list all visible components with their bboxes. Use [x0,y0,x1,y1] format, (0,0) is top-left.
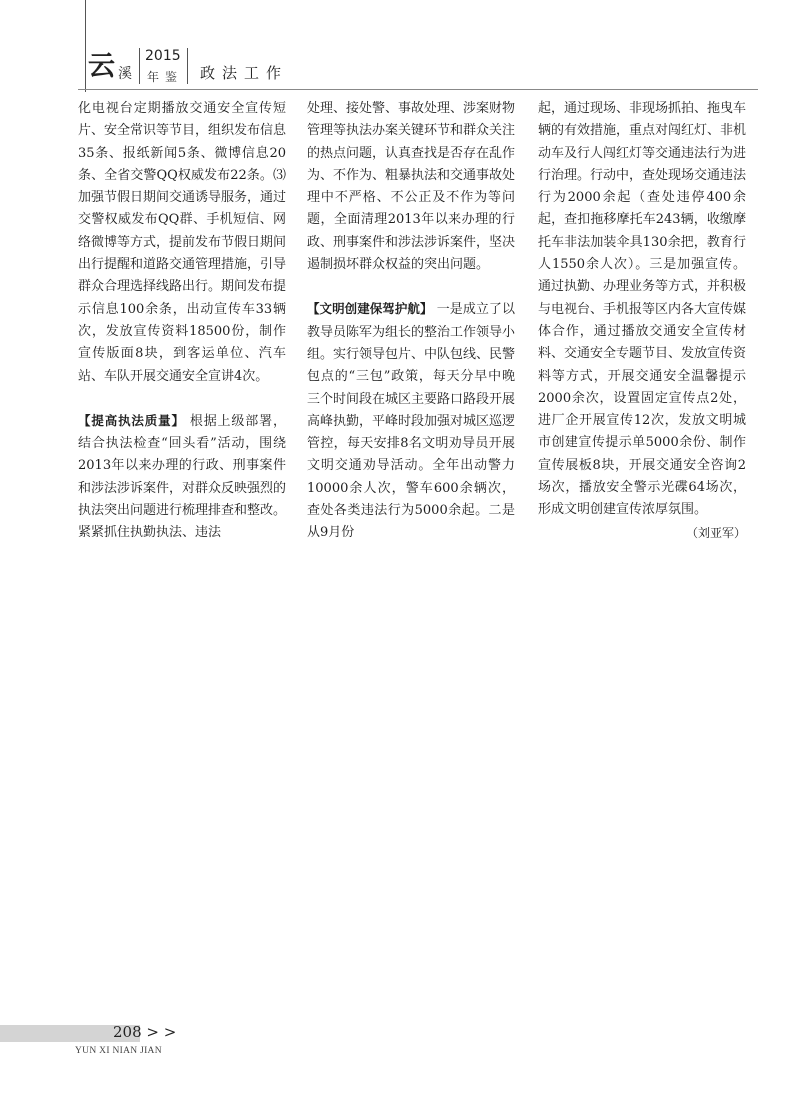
paragraph: 起，通过现场、非现场抓拍、拖曳车辆的有效措施，重点对闯红灯、非机动车及行人闯红灯等交通违法行为进行治理。行动中，查处现场交通违法行为2000余起（查处违停400余起，查扣拖移摩托车243辆，收缴摩托车非法加装伞具130余把，教育行人1550余人次）。三是加强宣传。通过执勤、办理业务等方式，并积极与电视台、手机报等区内各大宣传媒体合作，通过播放交通安全宣传材料、交通安全专题节目、发放宣传资料等方式，开展交通安全温馨提示2000余次，设置固定宣传点2处，进厂企开展宣传12次，发放文明城市创建宣传提示单5000余份、制作宣传展板8块，开展交通安全咨询2场次，播放安全警示光碟64场次，形成文明创建宣传浓厚氛围。 [538,101,747,518]
paragraph-text: 一是成立了以教导员陈军为组长的整治工作领导小组。实行领导包片、中队包线、民警包点的“三包”政策，每天分早中晚三个时间段在城区主要路口路段开展高峰执勤，平峰时段加强对城区巡逻管控，每天安排8名文明劝导员开展文明交通劝导活动。全年出动警力10000余人次，警车600余辆次，查处各类违法行为5000余起。二是从9月份 [307,302,516,541]
text-column-1 [78,98,286,545]
yearbook-logo-sub: 溪 [118,66,132,82]
paragraph-text: 根据上级部署，结合执法检查“回头看”活动，围绕2013年以来办理的行政、刑事案件和涉法涉诉案件，对群众反映强烈的执法突出问题进行梳理排查和整改。紧紧抓住执勤执法、违法 [78,413,287,541]
paragraph: 化电视台定期播放交通安全宣传短片、安全常识等节目，组织发布信息35条、报纸新闻5条、微博信息20条、全省交警QQ权威发布22条。⑶加强节假日期间交通诱导服务，通过交警权威发布QQ群、手机短信、网络微博等方式，提前发布节假日期间出行提醒和道路交通管理措施，引导群众合理选择线路出行。期间发布提示信息100余条，出动宣传车33辆次，发放宣传资料18500份，制作宣传版面8块，到客运单位、汽车站、车队开展交通安全宣讲4次。 [78,101,287,384]
section-heading: 【提高执法质量】 [78,412,185,428]
footer-title: YUN XI NIAN JIAN [75,1046,162,1056]
header-yearbook-label: 年鉴 [147,70,184,84]
yearbook-logo: 云 [88,51,115,82]
author-credit: （刘亚军） [685,525,746,540]
page-number: 208 > > [113,1023,177,1041]
header-year: 2015 [145,48,181,64]
header-vertical-rule [85,0,86,92]
paragraph: 处理、接处警、事故处理、涉案财物管理等执法办案关键环节和群众关注的热点问题，认真查找是否存在乱作为、不作为、粗暴执法和交通事故处理中不严格、不公正及不作为等问题，全面清理2013年以来办理的行政、刑事案件和涉法涉诉案件，坚决遏制损坏群众权益的突出问题。 [307,101,516,273]
header-divider [139,48,140,84]
section-heading: 【文明创建保驾护航】 [307,301,433,317]
text-column-3 [538,98,746,544]
paragraph [307,298,515,544]
section-title: 政法工作 [200,64,289,82]
header-divider [187,48,188,84]
header-rule [78,89,758,90]
paragraph [78,410,286,545]
text-column-2 [307,98,515,545]
